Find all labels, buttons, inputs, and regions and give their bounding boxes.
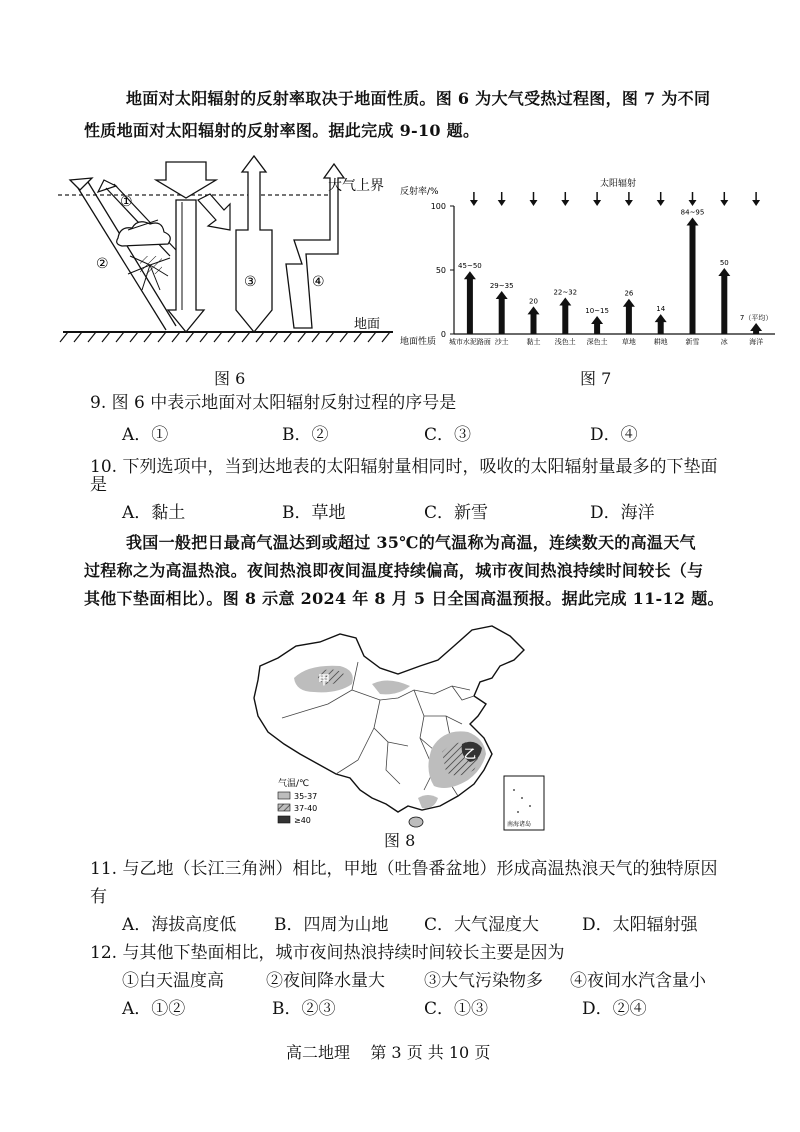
q9-option-a[interactable]: A．① xyxy=(122,425,169,445)
q12-option-c[interactable]: C．①③ xyxy=(424,999,489,1019)
y-tick-label-100: 100 xyxy=(430,202,446,211)
intro-2-line-3: 其他下垫面相比）。图 8 示意 2024 年 8 月 5 日全国高温预报。据此完成 11-12 题。 xyxy=(84,589,724,608)
q11-option-d[interactable]: D．太阳辐射强 xyxy=(582,915,698,935)
label-ground: 地面 xyxy=(354,317,381,332)
y-tick-label-0: 0 xyxy=(440,330,446,339)
y-tick-label-50: 50 xyxy=(435,266,446,275)
sun-arrow-head xyxy=(689,200,697,206)
bar-7 xyxy=(690,223,696,334)
sun-arrow-head xyxy=(720,200,728,206)
sun-arrow-head xyxy=(593,200,601,206)
q9-option-b[interactable]: B．② xyxy=(282,425,329,445)
q10-option-c[interactable]: C．新雪 xyxy=(424,503,489,523)
figure-6-caption: 图 6 xyxy=(214,369,246,388)
q12-item-3: ③大气污染物多 xyxy=(424,971,543,991)
legend-label-40: ≥40 xyxy=(294,816,311,825)
q12-option-a[interactable]: A．①② xyxy=(122,999,186,1019)
legend-swatch-40 xyxy=(278,816,290,823)
q9-option-d[interactable]: D．④ xyxy=(590,425,638,445)
intro-1-line-1: 地面对太阳辐射的反射率取决于地面性质。图 6 为大气受热过程图，图 7 为不同 xyxy=(126,89,711,108)
q11-stem-line-1: 11. 与乙地（长江三角洲）相比，甲地（吐鲁番盆地）形成高温热浪天气的独特原因 xyxy=(90,859,718,879)
q12-option-d[interactable]: D．②④ xyxy=(582,999,647,1019)
sun-arrow-head xyxy=(561,200,569,206)
bar-value-label-4: 10~15 xyxy=(585,307,609,315)
hainan-island xyxy=(409,817,423,827)
map-legend-title: 气温/℃ xyxy=(278,779,310,789)
q9-option-c[interactable]: C．③ xyxy=(424,425,472,445)
category-label-5: 草地 xyxy=(621,338,636,346)
bar-0 xyxy=(467,277,473,334)
bar-value-label-5: 26 xyxy=(624,289,634,298)
label-jia: 甲 xyxy=(318,673,331,687)
q10-option-a[interactable]: A．黏土 xyxy=(122,503,186,523)
bar-head-2 xyxy=(528,306,540,314)
q11-stem-line-2: 有 xyxy=(90,887,107,907)
q10-stem-line-2: 是 xyxy=(90,475,107,495)
category-label-4: 深色土 xyxy=(586,338,608,346)
category-label-8: 冰 xyxy=(720,338,728,346)
category-label-6: 耕地 xyxy=(653,338,668,346)
bar-head-7 xyxy=(687,217,699,225)
bar-8 xyxy=(721,274,727,334)
sun-arrow-head xyxy=(498,200,506,206)
legend-swatch-35-37 xyxy=(278,792,290,799)
marker-2: ② xyxy=(96,256,109,272)
bar-head-3 xyxy=(559,297,571,305)
category-label-3: 浅色土 xyxy=(554,338,576,346)
category-label-7: 新雪 xyxy=(685,338,700,346)
bar-head-4 xyxy=(591,316,603,324)
q11-option-a[interactable]: A．海拔高度低 xyxy=(122,915,237,935)
figure-7-chart xyxy=(400,172,780,352)
cloud-icon xyxy=(117,222,171,246)
bar-head-1 xyxy=(496,291,508,299)
intro-2-line-1: 我国一般把日最高气温达到或超过 35℃的气温称为高温，连续数天的高温天气 xyxy=(126,533,696,552)
intro-1-line-2: 性质地面对太阳辐射的反射率图。据此完成 9-10 题。 xyxy=(84,121,480,140)
bar-value-label-0: 45~50 xyxy=(458,262,482,271)
q9-stem: 9. 图 6 中表示地面对太阳辐射反射过程的序号是 xyxy=(90,393,457,413)
bar-5 xyxy=(626,305,632,334)
sun-arrow-head xyxy=(530,200,538,206)
bar-value-label-9: 7（平均） xyxy=(739,314,773,323)
chart-legend-label: 太阳辐射 xyxy=(600,179,637,189)
marker-1: ① xyxy=(120,194,133,210)
q12-item-4: ④夜间水汽含量小 xyxy=(570,971,706,991)
q10-option-d[interactable]: D．海洋 xyxy=(590,503,655,523)
bar-value-label-1: 29~35 xyxy=(489,282,514,291)
bar-head-5 xyxy=(623,299,635,307)
bar-value-label-8: 50 xyxy=(719,259,729,267)
bar-head-8 xyxy=(718,268,730,276)
q11-option-c[interactable]: C．大气湿度大 xyxy=(424,915,540,935)
bar-1 xyxy=(499,297,505,334)
sun-arrow-head xyxy=(657,200,665,206)
bar-value-label-7: 84~95 xyxy=(680,208,705,217)
q10-option-b[interactable]: B．草地 xyxy=(282,503,346,523)
bar-6 xyxy=(658,320,664,334)
page-footer: 高二地理 第 3 页 共 10 页 xyxy=(286,1043,491,1062)
category-label-2: 黏土 xyxy=(526,338,541,346)
category-label-0: 城市水泥路面 xyxy=(448,338,491,346)
q12-stem: 12. 与其他下垫面相比，城市夜间热浪持续时间较长主要是因为 xyxy=(90,943,565,963)
category-label-9: 海洋 xyxy=(749,338,764,346)
label-atmosphere-top: 大气上界 xyxy=(328,178,384,194)
figure-7-caption: 图 7 xyxy=(580,369,612,388)
chart-xlabel: 地面性质 xyxy=(400,337,437,347)
bar-value-label-6: 14 xyxy=(656,305,666,314)
bar-head-9 xyxy=(750,323,762,331)
q12-item-1: ①白天温度高 xyxy=(122,971,224,991)
legend-label-37-40: 37-40 xyxy=(294,804,318,813)
figure-6-diagram xyxy=(58,150,398,355)
bar-2 xyxy=(531,312,537,334)
marker-4: ④ xyxy=(312,274,325,290)
legend-label-35-37: 35-37 xyxy=(294,792,318,801)
bar-value-label-2: 20 xyxy=(529,297,538,306)
bar-head-0 xyxy=(464,271,476,279)
q10-stem-line-1: 10. 下列选项中，当到达地表的太阳辐射量相同时，吸收的太阳辐射量最多的下垫面 xyxy=(90,457,718,477)
q11-option-b[interactable]: B．四周为山地 xyxy=(274,915,389,935)
category-label-1: 沙土 xyxy=(494,338,509,346)
bar-value-label-3: 22~32 xyxy=(553,288,578,297)
inset-label: 南海诸岛 xyxy=(507,821,532,828)
chart-ylabel: 反射率/% xyxy=(400,187,439,197)
bar-3 xyxy=(562,303,568,334)
intro-2-line-2: 过程称之为高温热浪。夜间热浪即夜间温度持续偏高，城市夜间热浪持续时间较长（与 xyxy=(84,561,704,580)
sun-arrow-head xyxy=(625,200,633,206)
figure-8-map xyxy=(248,620,558,835)
figure-8-caption: 图 8 xyxy=(384,831,416,850)
q12-item-2: ②夜间降水量大 xyxy=(266,971,385,991)
label-yi: 乙 xyxy=(464,747,477,761)
marker-3: ③ xyxy=(244,274,257,290)
q12-option-b[interactable]: B．②③ xyxy=(272,999,336,1019)
sun-arrow-head xyxy=(752,200,760,206)
bar-head-6 xyxy=(655,314,667,322)
sun-arrow-head xyxy=(470,200,478,206)
legend-swatch-37-40 xyxy=(278,804,290,811)
